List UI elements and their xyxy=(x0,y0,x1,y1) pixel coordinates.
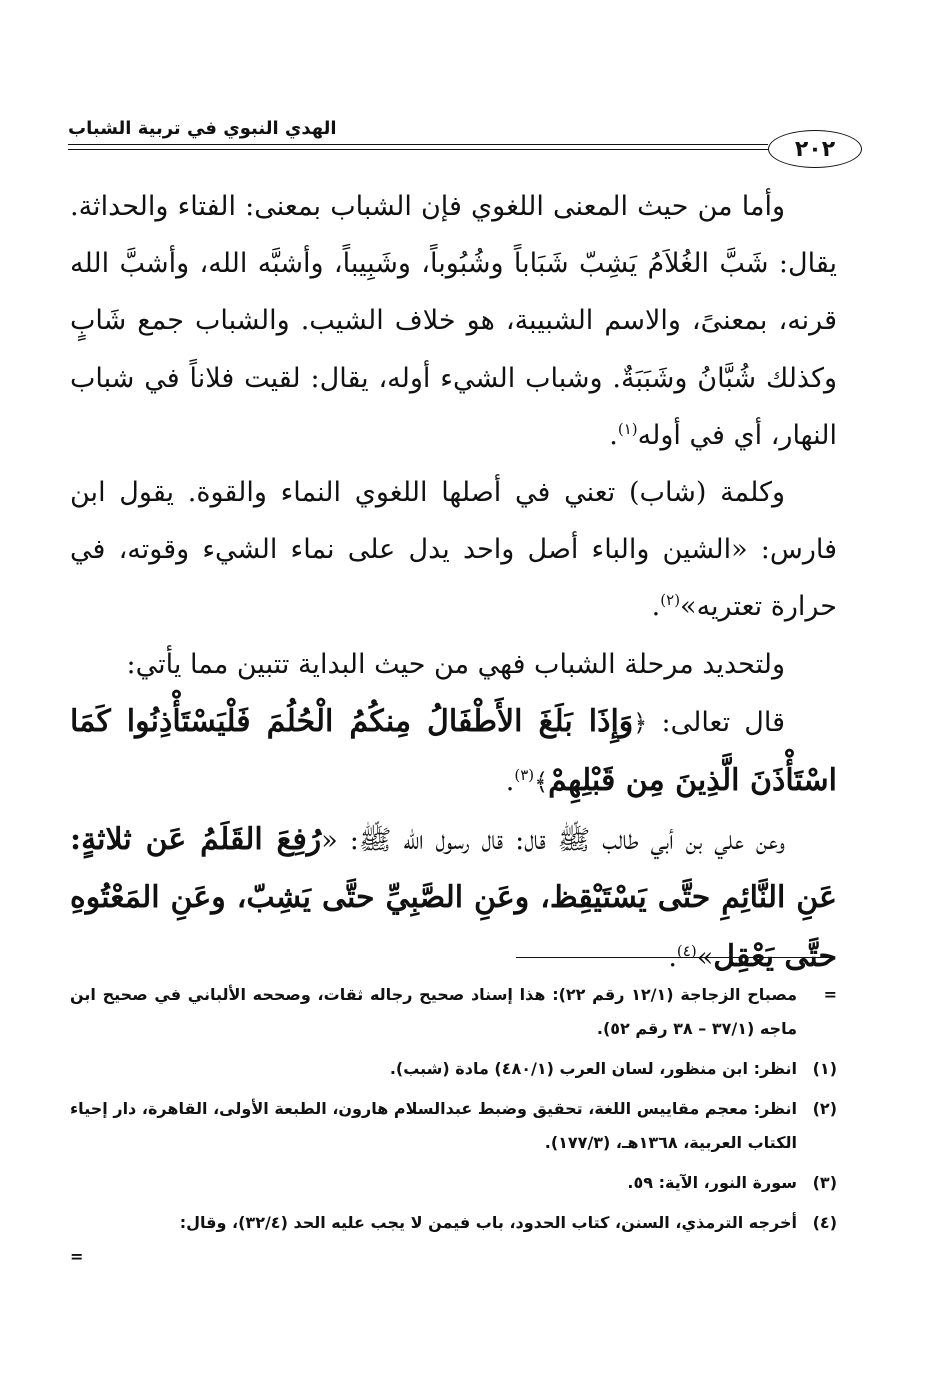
paragraph-linguistic-meaning xyxy=(70,178,837,464)
hadith-close-quote: » xyxy=(696,941,714,973)
quran-verse: وَإِذَا بَلَغَ الأَطْفَالُ مِنكُمُ الْحُلُمَ فَلْيَسْتَأْذِنُوا كَمَا اسْتَأْذَنَ الَّذِينَ مِن قَبْلِهِمْ xyxy=(70,703,837,799)
footnote-continuation-mark: = xyxy=(70,1247,84,1266)
footnote-text: انظر: ابن منظور، لسان العرب (٤٨٠/١) مادة (شبب). xyxy=(389,1059,797,1078)
paragraph-end: . xyxy=(651,591,661,623)
footnote-ref: (٢) xyxy=(660,591,681,610)
footnote-marker: (٤) xyxy=(812,1213,837,1232)
footnote-item xyxy=(70,978,837,1046)
footnote-item xyxy=(70,1166,837,1200)
page-number: ٢٠٢ xyxy=(768,130,862,168)
body-text xyxy=(70,178,837,986)
hadith-text: رُفِعَ القَلَمُ عَن ثلاثةٍ: عَنِ النَّائِمِ حتَّى يَسْتَيْقِظ، وعَنِ الصَّبِيِّ حتَّى يَشِبّ، وعَنِ المَعْتُوهِ حتَّى يَعْقِل xyxy=(70,822,837,974)
paragraph-text: وأما من حيث المعنى اللغوي فإن الشباب بمعنى: الفتاء والحداثة. يقال: شَبَّ الغُلاَمُ يَشِبّ شَبَاباً وشُبُوباً، وشَبِيباً، وأشبَّه الله، وأشبَّ الله قرنه، بمعنىً، والاسم الشبيبة، هو خلاف الشيب. والشباب جمع شَابٍ وكذلك شُبَّانُ وشَبَبَةٌ. وشباب الشيء أوله، يقال: لقيت فلاناً في شباب النهار، أي في أوله xyxy=(70,191,837,451)
paragraph-youth-stage xyxy=(70,636,837,693)
footnotes xyxy=(70,978,837,1274)
footnote-ref: (٣) xyxy=(514,766,535,785)
paragraph-quran-verse xyxy=(70,693,837,811)
footnote-ref: (٤) xyxy=(676,941,697,960)
paragraph-text: قال تعالى: xyxy=(647,706,785,738)
footnote-text: مصباح الزجاجة (١٢/١ رقم ٢٢): هذا إسناد صحيح رجاله ثقات، وصححه الألباني في صحيح ابن ماجه (٣٧/١ – ٣٨ رقم ٥٢). xyxy=(70,985,798,1038)
footnote-item xyxy=(70,1052,837,1086)
header-rule-thick xyxy=(68,144,768,145)
paragraph-end: . xyxy=(609,419,618,451)
footnote-text: انظر: معجم مقاييس اللغة، تحقيق وضبط عبدالسلام هارون، الطبعة الأولى، القاهرة، دار إحياء الكتاب العربية، ١٣٦٨هـ، (١٧٧/٣). xyxy=(70,1099,797,1152)
paragraph-word-shab xyxy=(70,464,837,636)
paragraph-end: . xyxy=(668,941,677,973)
footnote-marker: = xyxy=(823,985,837,1004)
paragraph-text: وكلمة (شاب) تعني في أصلها اللغوي النماء والقوة. يقول ابن فارس: «الشين والباء أصل واحد يدل على نماء الشيء وقوته، في حرارة تعتريه» xyxy=(70,477,837,623)
footnote-separator xyxy=(516,957,834,958)
footnote-marker: (٣) xyxy=(812,1173,837,1192)
paragraph-end: . xyxy=(505,766,515,798)
footnote-text: سورة النور، الآية: ٥٩. xyxy=(627,1173,797,1192)
quran-open-bracket: ﴿ xyxy=(633,708,648,737)
footnote-marker: (١) xyxy=(812,1059,837,1078)
running-header xyxy=(68,108,848,178)
footnote-text: أخرجه الترمذي، السنن، كتاب الحدود، باب فيمن لا يجب عليه الحد (٣٢/٤)، وقال: xyxy=(179,1213,797,1232)
footnote-ref: (١) xyxy=(617,419,638,438)
header-rule-thin xyxy=(68,149,768,150)
paragraph-text: وعن علي بن أبي طالب ﷺ قال: قال رسول الله ﷺ: « xyxy=(321,825,785,857)
running-header-title: الهدي النبوي في تربية الشباب xyxy=(68,118,337,139)
quran-close-bracket: ﴾ xyxy=(534,768,549,797)
footnote-item xyxy=(70,1206,837,1240)
paragraph-text: ولتحديد مرحلة الشباب فهي من حيث البداية تتبين مما يأتي: xyxy=(126,648,785,680)
footnote-marker: (٢) xyxy=(812,1099,837,1118)
paragraph-hadith xyxy=(70,811,837,986)
footnote-item xyxy=(70,1092,837,1160)
